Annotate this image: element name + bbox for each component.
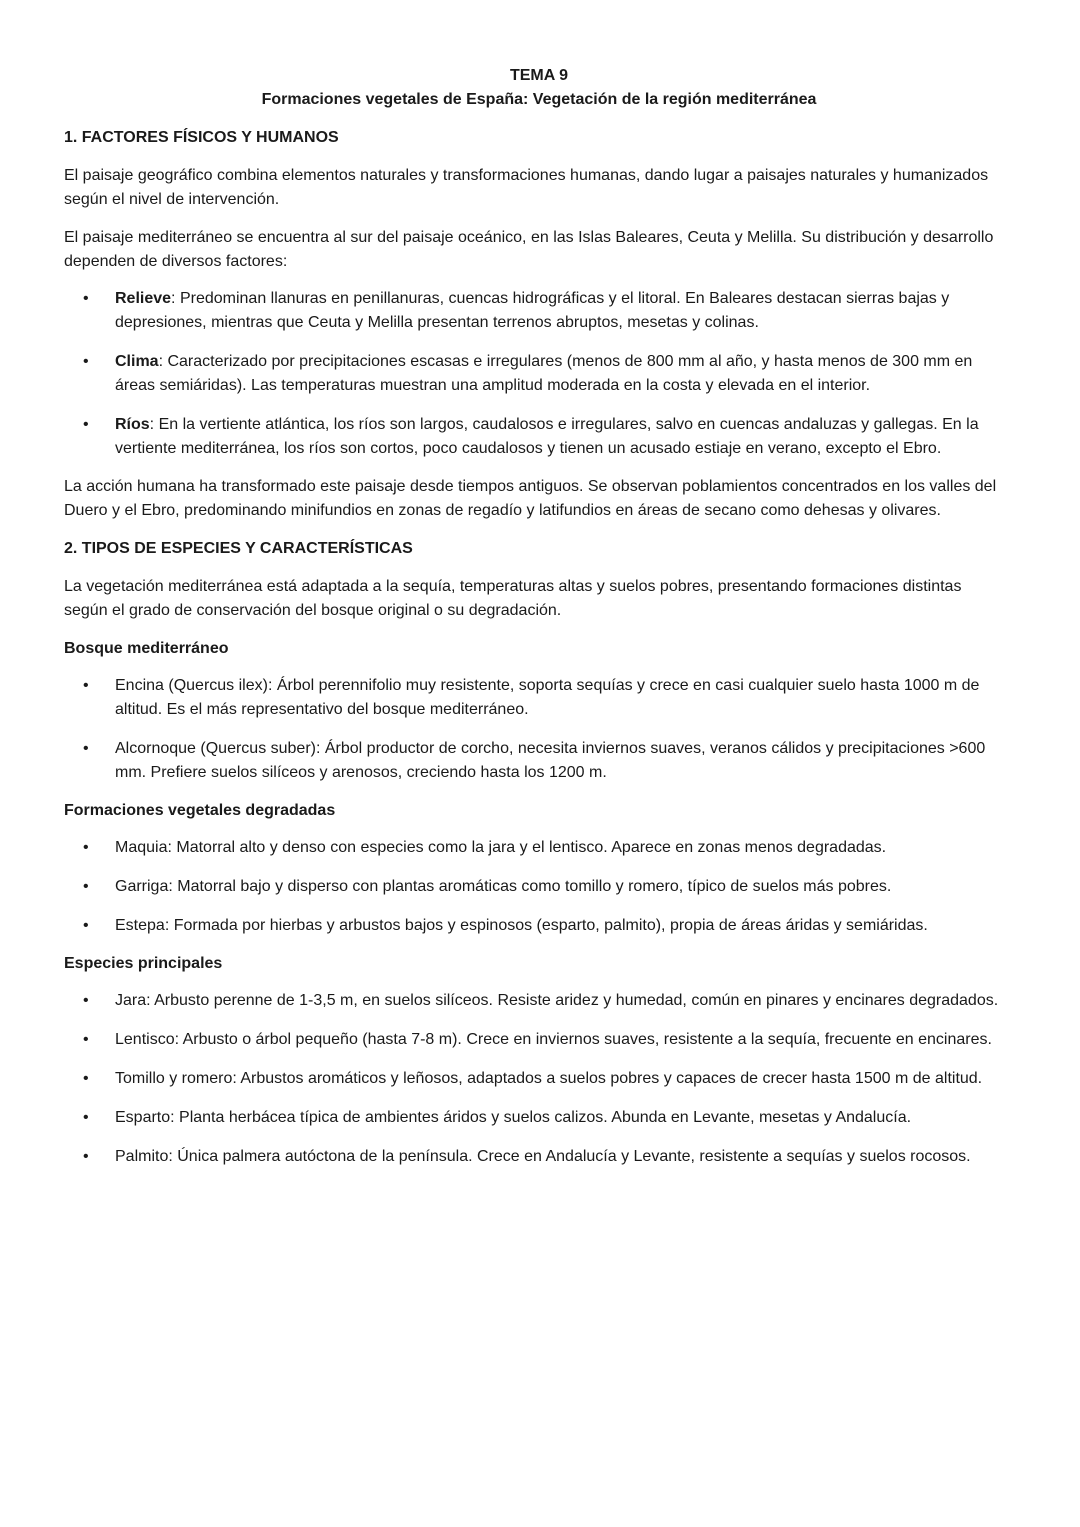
bullet-icon: • <box>83 1109 89 1126</box>
bullet-icon: • <box>83 416 89 433</box>
list-item-text: Garriga: Matorral bajo y disperso con plantas aromáticas como tomillo y romero, típico de suelos más pobres. <box>115 878 892 895</box>
section-2-paragraph-1: La vegetación mediterránea está adaptada a la sequía, temperaturas altas y suelos pobres, presentando formaciones distintas según el grado de conservación del bosque original o su degradación. <box>64 578 962 619</box>
especies-heading: Especies principales <box>64 955 223 972</box>
list-item <box>64 287 1009 335</box>
bullet-icon: • <box>83 878 89 895</box>
list-item <box>64 1145 1009 1169</box>
factor-text: : Predominan llanuras en penillanuras, cuencas hidrográficas y el litoral. En Baleares destacan sierras bajas y depresiones, mientras que Ceuta y Melilla presentan terrenos abruptos, mesetas y colinas. <box>115 290 950 331</box>
list-item-text: Estepa: Formada por hierbas y arbustos bajos y espinosos (esparto, palmito), propia de áreas áridas y semiáridas. <box>115 917 928 934</box>
bosque-list <box>64 674 1009 785</box>
factor-term: Relieve <box>115 290 172 307</box>
section-1-paragraph-1: El paisaje geográfico combina elementos naturales y transformaciones humanas, dando lugar a paisajes naturales y humanizados según el nivel de intervención. <box>64 167 989 208</box>
title-block <box>64 64 1014 112</box>
bullet-icon: • <box>83 917 89 934</box>
degradadas-heading: Formaciones vegetales degradadas <box>64 802 336 819</box>
list-item-text: Jara: Arbusto perenne de 1-3,5 m, en suelos silíceos. Resiste aridez y humedad, común en pinares y encinares degradados. <box>115 992 999 1009</box>
list-item <box>64 1028 1009 1052</box>
list-item <box>64 350 1009 398</box>
degradadas-list <box>64 836 1009 938</box>
list-item <box>64 1106 1009 1130</box>
document-title: Formaciones vegetales de España: Vegetación de la región mediterránea <box>261 91 817 108</box>
document-page <box>64 64 1009 1169</box>
list-item-text: Esparto: Planta herbácea típica de ambientes áridos y suelos calizos. Abunda en Levante, mesetas y Andalucía. <box>115 1109 912 1126</box>
list-item <box>64 989 1009 1013</box>
list-item-text: Lentisco: Arbusto o árbol pequeño (hasta 7-8 m). Crece en inviernos suaves, resistente a la sequía, frecuente en encinares. <box>115 1031 992 1048</box>
factors-list <box>64 287 1009 461</box>
list-item-text: Encina (Quercus ilex): Árbol perennifolio muy resistente, soporta sequías y crece en casi cualquier suelo hasta 1000 m de altitud. Es el más representativo del bosque mediterráneo. <box>115 677 980 718</box>
bullet-icon: • <box>83 1031 89 1048</box>
list-item <box>64 836 1009 860</box>
bullet-icon: • <box>83 992 89 1009</box>
factor-term: Clima <box>115 353 159 370</box>
bullet-icon: • <box>83 839 89 856</box>
factor-text: : En la vertiente atlántica, los ríos son largos, caudalosos e irregulares, salvo en cuencas andaluzas y gallegas. En la vertiente mediterránea, los ríos son cortos, poco caudalosos y tienen un acusado estiaje en verano, excepto el Ebro. <box>115 416 979 457</box>
list-item <box>64 1067 1009 1091</box>
list-item <box>64 413 1009 461</box>
bosque-heading: Bosque mediterráneo <box>64 640 229 657</box>
section-2-heading: 2. TIPOS DE ESPECIES Y CARACTERÍSTICAS <box>64 540 413 557</box>
list-item <box>64 674 1009 722</box>
bullet-icon: • <box>83 1148 89 1165</box>
section-1-paragraph-3: La acción humana ha transformado este paisaje desde tiempos antiguos. Se observan poblamientos concentrados en los valles del Duero y el Ebro, predominando minifundios en zonas de regadío y latifundios en áreas de secano como dehesas y olivares. <box>64 478 997 519</box>
list-item-text: Alcornoque (Quercus suber): Árbol productor de corcho, necesita inviernos suaves, veranos cálidos y precipitaciones >600 mm. Prefiere suelos silíceos y arenosos, creciendo hasta los 1200 m. <box>115 740 986 781</box>
bullet-icon: • <box>83 740 89 757</box>
section-1-heading: 1. FACTORES FÍSICOS Y HUMANOS <box>64 129 339 146</box>
factor-term: Ríos <box>115 416 150 433</box>
bullet-icon: • <box>83 353 89 370</box>
section-1-paragraph-2: El paisaje mediterráneo se encuentra al sur del paisaje oceánico, en las Islas Baleares, Ceuta y Melilla. Su distribución y desarrollo dependen de diversos factores: <box>64 229 994 270</box>
list-item-text: Tomillo y romero: Arbustos aromáticos y leñosos, adaptados a suelos pobres y capaces de crecer hasta 1500 m de altitud. <box>115 1070 983 1087</box>
especies-list <box>64 989 1009 1169</box>
list-item <box>64 914 1009 938</box>
list-item <box>64 875 1009 899</box>
list-item <box>64 737 1009 785</box>
bullet-icon: • <box>83 1070 89 1087</box>
tema-label: TEMA 9 <box>509 67 569 84</box>
bullet-icon: • <box>83 677 89 694</box>
factor-text: : Caracterizado por precipitaciones escasas e irregulares (menos de 800 mm al año, y hasta menos de 300 mm en áreas semiáridas). Las temperaturas muestran una amplitud moderada en la costa y elevada en el interior. <box>115 353 973 394</box>
list-item-text: Maquia: Matorral alto y denso con especies como la jara y el lentisco. Aparece en zonas menos degradadas. <box>115 839 887 856</box>
list-item-text: Palmito: Única palmera autóctona de la península. Crece en Andalucía y Levante, resistente a sequías y suelos rocosos. <box>115 1148 971 1165</box>
bullet-icon: • <box>83 290 89 307</box>
